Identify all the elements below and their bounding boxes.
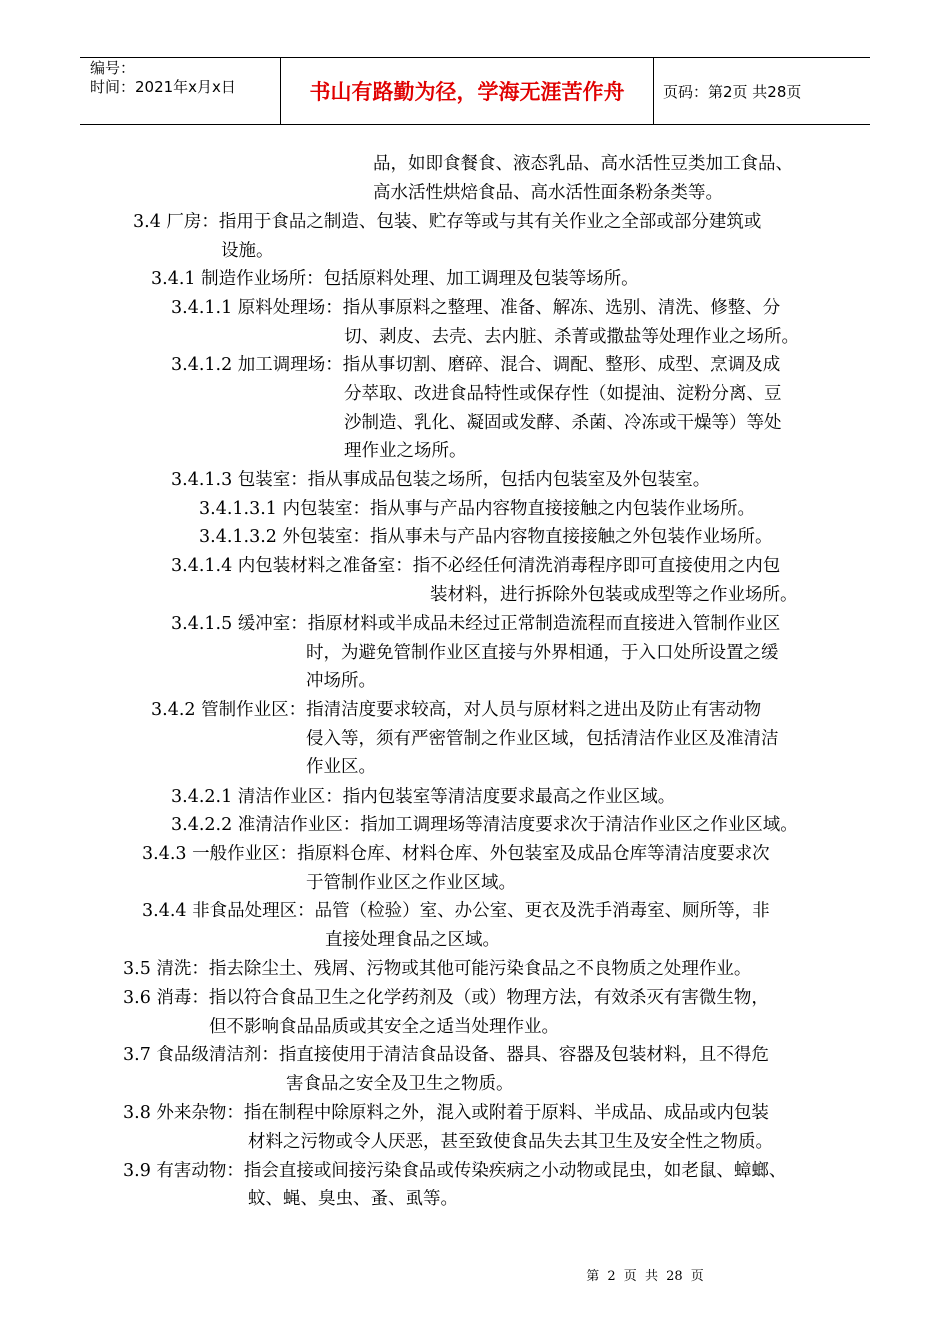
- text-line: 直接处理食品之区域。: [325, 930, 500, 950]
- footer-page-number: 2: [607, 1269, 616, 1284]
- text-line: 蚊、蝇、臭虫、蚤、虱等。: [248, 1189, 458, 1209]
- text-line: 分萃取、改进食品特性或保存性（如提油、淀粉分离、豆: [344, 384, 782, 404]
- text-line: 3.4 厂房：指用于食品之制造、包装、贮存等或与其有关作业之全部或部分建筑或: [133, 212, 762, 232]
- text-line: 3.4.3 一般作业区：指原料仓库、材料仓库、外包装室及成品仓库等清洁度要求次: [142, 844, 770, 864]
- text-line: 3.4.1.3 包装室：指从事成品包装之场所，包括内包装室及外包装室。: [171, 470, 711, 490]
- text-line: 3.4.1.1 原料处理场：指从事原料之整理、准备、解冻、选别、清洗、修整、分: [171, 298, 781, 318]
- footer-total-word: 共: [644, 1269, 658, 1284]
- text-line: 侵入等，须有严密管制之作业区域，包括清洁作业区及准清洁: [306, 729, 779, 749]
- footer-page-word: 第: [586, 1269, 600, 1284]
- text-line: 3.7 食品级清洁剂：指直接使用于清洁食品设备、器具、容器及包装材料，且不得危: [123, 1045, 769, 1065]
- footer-total-number: 28: [666, 1269, 683, 1284]
- text-line: 3.4.1.5 缓冲室：指原材料或半成品未经过正常制造流程而直接进入管制作业区: [171, 614, 781, 634]
- text-line: 3.4.1.4 内包装材料之准备室：指不必经任何清洗消毒程序即可直接使用之内包: [171, 556, 781, 576]
- text-line: 装材料，进行拆除外包装或成型等之作业场所。: [430, 585, 798, 605]
- text-line: 品，如即食餐食、液态乳品、高水活性豆类加工食品、: [373, 154, 793, 174]
- text-line: 于管制作业区之作业区域。: [306, 873, 516, 893]
- text-line: 3.4.1.3.1 内包装室：指从事与产品内容物直接接触之内包装作业场所。: [199, 499, 755, 519]
- footer-total-unit: 页: [690, 1269, 704, 1284]
- text-line: 作业区。: [306, 757, 376, 777]
- text-line: 时，为避免管制作业区直接与外界相通，于入口处所设置之缓: [306, 643, 779, 663]
- header-page-code: 页码：第2页 共28页: [663, 82, 802, 101]
- text-line: 高水活性烘焙食品、高水活性面条粉条类等。: [373, 183, 723, 203]
- doc-time-label: 时间：2021年x月x日: [90, 78, 236, 96]
- text-line: 3.4.1.3.2 外包装室：指从事未与产品内容物直接接触之外包装作业场所。: [199, 527, 773, 547]
- text-line: 3.4.1 制造作业场所：包括原料处理、加工调理及包装等场所。: [151, 269, 639, 289]
- text-line: 理作业之场所。: [344, 441, 467, 461]
- text-line: 3.8 外来杂物：指在制程中除原料之外，混入或附着于原料、半成品、成品或内包装: [123, 1103, 769, 1123]
- text-line: 设施。: [221, 241, 274, 261]
- text-line: 害食品之安全及卫生之物质。: [286, 1074, 514, 1094]
- text-line: 3.4.2 管制作业区：指清洁度要求较高，对人员与原材料之进出及防止有害动物: [151, 700, 762, 720]
- text-line: 3.4.1.2 加工调理场：指从事切割、磨碎、混合、调配、整形、成型、烹调及成: [171, 355, 781, 375]
- text-line: 3.5 清洗：指去除尘土、残屑、污物或其他可能污染食品之不良物质之处理作业。: [123, 959, 752, 979]
- text-line: 3.4.2.1 清洁作业区：指内包装室等清洁度要求最高之作业区域。: [171, 787, 676, 807]
- text-line: 3.4.4 非食品处理区：品管（检验）室、办公室、更衣及洗手消毒室、厕所等，非: [142, 901, 770, 921]
- text-line: 冲场所。: [306, 671, 376, 691]
- page-footer: [0, 1265, 950, 1284]
- text-line: 材料之污物或令人厌恶，甚至致使食品失去其卫生及安全性之物质。: [248, 1132, 773, 1152]
- text-line: 3.9 有害动物：指会直接或间接污染食品或传染疾病之小动物或昆虫，如老鼠、蟑螂、: [123, 1161, 787, 1181]
- header-meta: [80, 58, 281, 124]
- doc-number-label: 编号：: [90, 59, 136, 77]
- header-motto: 书山有路勤为径，学海无涯苦作舟: [281, 58, 654, 124]
- footer-page-unit: 页: [623, 1269, 637, 1284]
- text-line: 3.6 消毒：指以符合食品卫生之化学药剂及（或）物理方法，有效杀灭有害微生物，: [123, 988, 769, 1008]
- text-line: 3.4.2.2 准清洁作业区：指加工调理场等清洁度要求次于清洁作业区之作业区域。: [171, 815, 798, 835]
- page-header: [80, 57, 870, 125]
- text-line: 切、剥皮、去壳、去内脏、杀菁或撒盐等处理作业之场所。: [344, 327, 799, 347]
- text-line: 但不影响食品品质或其安全之适当处理作业。: [209, 1017, 559, 1037]
- text-line: 沙制造、乳化、凝固或发酵、杀菌、冷冻或干燥等）等处: [344, 413, 782, 433]
